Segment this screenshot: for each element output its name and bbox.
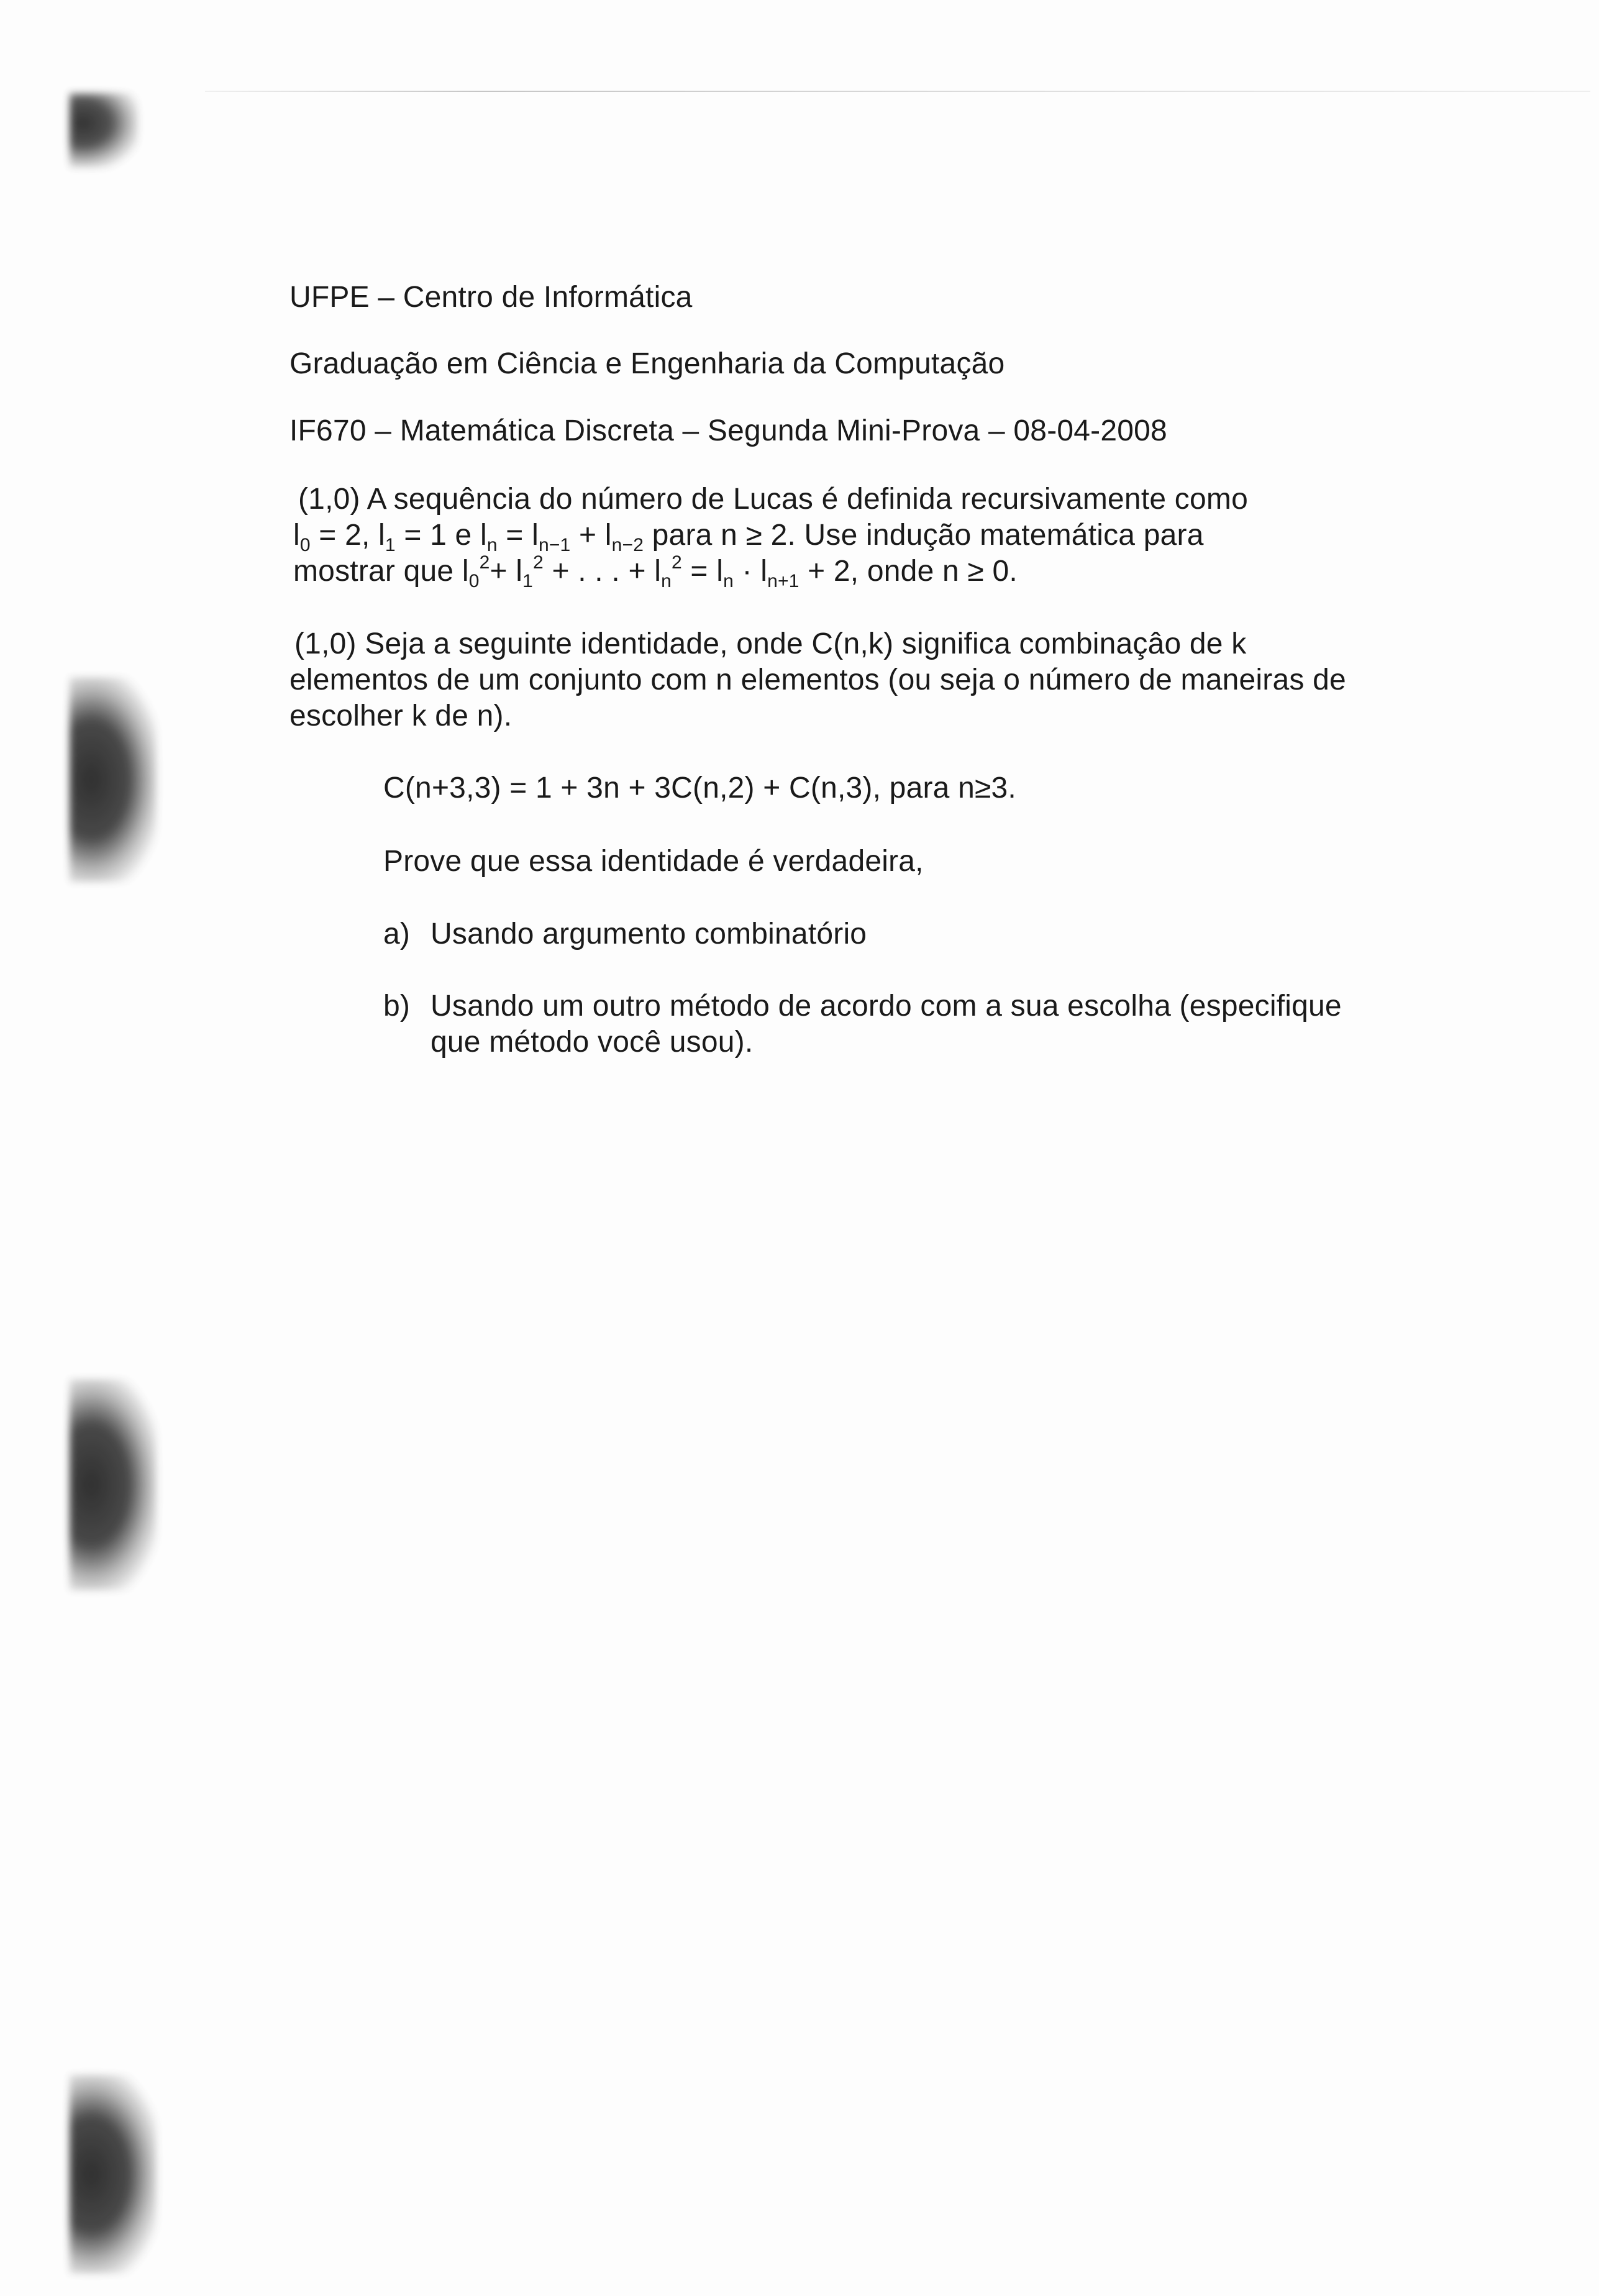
course-heading: IF670 – Matemática Discreta – Segunda Mini-Prova – 08-04-2008 [289,414,1167,447]
question-2 [289,626,1346,734]
question-2-line-3: escolher k de n). [289,699,512,732]
item-a-marker: a) [383,918,411,950]
punch-hole-shadow [70,1379,157,1590]
scan-top-edge [205,91,1590,92]
program-heading: Graduação em Ciência e Engenharia da Computação [289,347,1005,380]
question-1-line-2: $l_0 = 2$, $l_1 = 1$ e $l_n = l_{n-1} + l_{n-2}$ para n ≥ 2. Use indução matemática para [293,519,1204,555]
question-1-line-1: (1,0) A sequência do número de Lucas é definida recursivamente como [298,483,1248,516]
item-a [383,916,867,952]
prove-statement: Prove que essa identidade é verdadeira, [383,845,924,878]
item-b-marker: b) [383,990,411,1023]
question-1-line-3: mostrar que $l_0^2+ l_1^2$ + . . . + $l_n^2 = l_n \cdot l_{n+1} + 2$, onde n ≥ 0. [293,552,1018,591]
item-b-line-2: que método você usou). [430,1026,754,1059]
item-b [383,988,1342,1060]
question-2-line-2: elementos de um conjunto com n elementos (ou seja o número de maneiras de [289,663,1346,696]
identity-formula: C(n+3,3) = 1 + 3n + 3C(n,2) + C(n,3), para n≥3. [383,772,1016,804]
item-b-line-1: b) Usando um outro método de acordo com a sua escolha (especifique [383,988,1342,1024]
punch-hole-shadow [70,93,138,168]
question-2-line-1: (1,0) Seja a seguinte identidade, onde C(n,k) significa combinaçâo de k [294,627,1247,660]
punch-hole-shadow [70,677,157,882]
punch-hole-shadow [70,2075,157,2274]
question-1 [293,481,1248,590]
institution-heading: UFPE – Centro de Informática [289,281,693,314]
item-a-text: Usando argumento combinatório [430,918,867,950]
